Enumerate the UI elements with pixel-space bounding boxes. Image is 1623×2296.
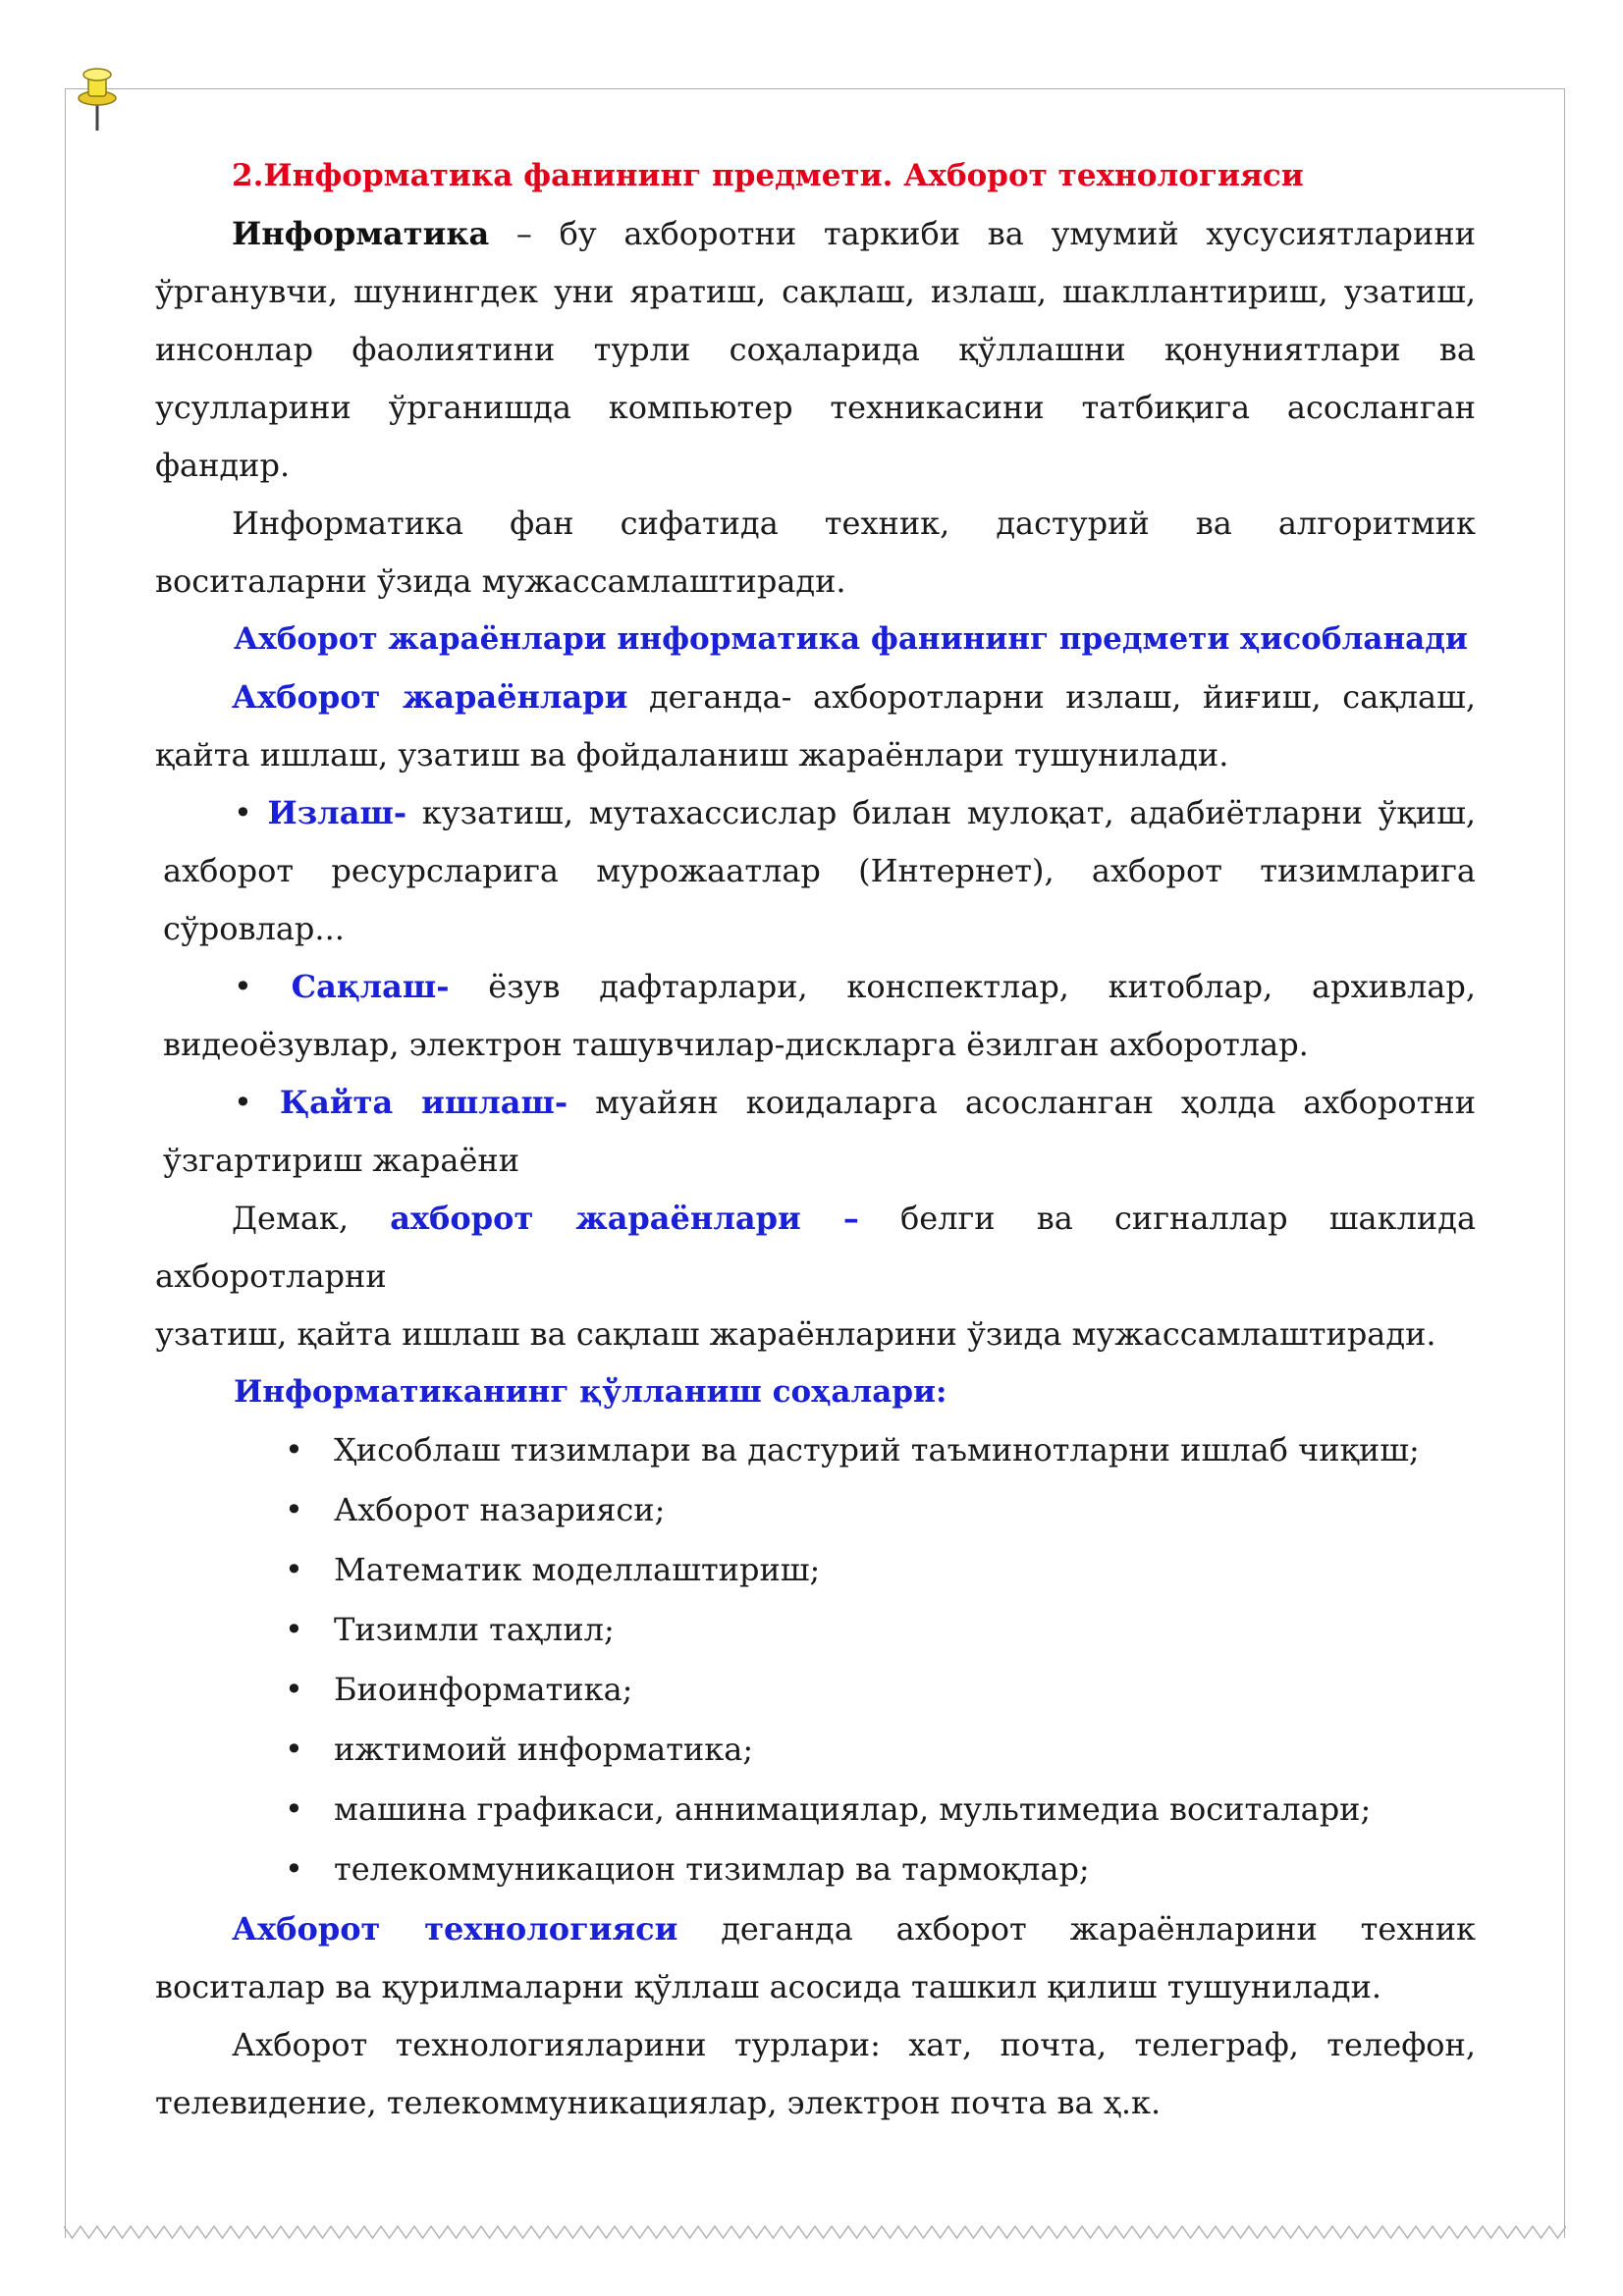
- paragraph-information-processes: [155, 668, 1476, 784]
- paragraph-technology-types: [155, 2016, 1476, 2132]
- list-item-text: Тизимли таҳлил;: [334, 1611, 615, 1648]
- text-line: муайян коидаларга асосланган ҳолда ахборотни: [595, 1084, 1477, 1121]
- text-line: воситалар ва қурилмаларни қўллаш асосида ташкил қилиш тушунилади.: [155, 1968, 1382, 2005]
- document-body: [155, 147, 1476, 2132]
- paragraph-informatics-definition: [155, 205, 1476, 495]
- text-line: кузатиш, мутахассислар билан мулоқат, адабиётларни ўқиш,: [421, 794, 1476, 831]
- bullet-storage: [155, 958, 1476, 1074]
- bullet-mark: •: [234, 968, 252, 1005]
- list-item-text: Математик моделлаштириш;: [334, 1551, 821, 1588]
- application-areas-list: [155, 1421, 1476, 1900]
- text-line: деганда- ахборотларни излаш, йиғиш, сақлаш,: [648, 678, 1477, 716]
- text-line: видеоёзувлар, электрон ташувчилар-дискларга ёзилган ахборотлар.: [163, 1026, 1309, 1063]
- text-line: Информатика фан сифатида техник, дастурий ва алгоритмик: [232, 505, 1476, 542]
- term-information-technology: Ахборот технологияси: [232, 1910, 678, 1948]
- text-line: ахборот ресурсларига мурожаатлар (Интернет), ахборот тизимларига: [163, 852, 1476, 889]
- term-storage: Сақлаш-: [291, 968, 450, 1005]
- bullet-mark: •: [285, 1671, 303, 1708]
- list-item: [285, 1541, 1476, 1601]
- term-information-processes: Ахборот жараёнлари: [232, 678, 628, 716]
- bullet-mark: •: [234, 794, 252, 831]
- bullet-mark: •: [285, 1790, 303, 1828]
- heading-information-processes: Ахборот жараёнлари информатика фанининг предмети ҳисобланади: [234, 621, 1468, 657]
- list-item: [285, 1721, 1476, 1781]
- list-item: [285, 1661, 1476, 1721]
- bullet-mark: •: [285, 1491, 303, 1528]
- bullet-mark: •: [234, 1084, 252, 1121]
- text-line: – бу ахборотни таркиби ва умумий хусусиятларини: [515, 215, 1477, 252]
- text-line: узатиш, қайта ишлаш ва сақлаш жараёнларини ўзида мужассамлаштиради.: [155, 1315, 1436, 1353]
- list-item: [285, 1781, 1476, 1841]
- term-informatics: Информатика: [232, 215, 490, 252]
- list-item-text: телекоммуникацион тизимлар ва тармоқлар;: [334, 1850, 1090, 1888]
- bullet-mark: •: [285, 1611, 303, 1648]
- text-line: Ахборот технологияларини турлари: хат, почта, телеграф, телефон,: [232, 2026, 1476, 2063]
- paragraph-informatics-science: [155, 495, 1476, 611]
- list-item: [285, 1481, 1476, 1541]
- text-line: фандир.: [155, 447, 291, 484]
- text-line: усулларини ўрганишда компьютер техникасини татбиқига асосланган: [155, 389, 1476, 426]
- bullet-mark: •: [285, 1431, 303, 1468]
- bullet-processing: [155, 1074, 1476, 1190]
- list-item-text: Биоинформатика;: [334, 1671, 633, 1708]
- paragraph-conclusion: [155, 1190, 1476, 1363]
- bullet-mark: •: [285, 1551, 303, 1588]
- list-item-text: Ахборот назарияси;: [334, 1491, 666, 1528]
- text-line: деганда ахборот жараёнларини техник: [721, 1910, 1477, 1948]
- text-line: воситаларни ўзида мужассамлаштиради.: [155, 562, 846, 600]
- term-processing: Қайта ишлаш-: [279, 1084, 568, 1121]
- bullet-mark: •: [285, 1850, 303, 1888]
- term-information-processes-2: ахборот жараёнлари –: [390, 1200, 859, 1237]
- text-line: ёзув дафтарлари, конспектлар, китоблар, архивлар,: [488, 968, 1477, 1005]
- list-item: [285, 1601, 1476, 1661]
- text-line: инсонлар фаолиятини турли соҳаларида қўллашни қонуниятлари ва: [155, 331, 1476, 368]
- term-search: Излаш-: [267, 794, 407, 831]
- list-item: [285, 1421, 1476, 1481]
- text-line: ўзгартириш жараёни: [163, 1142, 520, 1179]
- paragraph-information-technology: [155, 1900, 1476, 2016]
- list-item-text: машина графикаси, аннимациялар, мультимедиа воситалари;: [334, 1790, 1372, 1828]
- list-item-text: Ҳисоблаш тизимлари ва дастурий таъминотларни ишлаб чиқиш;: [334, 1431, 1420, 1468]
- list-item: [285, 1841, 1476, 1900]
- text-line: қайта ишлаш, узатиш ва фойдаланиш жараёнлари тушунилади.: [155, 736, 1229, 774]
- page-title: 2.Информатика фанининг предмети. Ахборот технологияси: [232, 158, 1304, 193]
- text-line: телевидение, телекоммуникациялар, электрон почта ва ҳ.к.: [155, 2084, 1162, 2121]
- lead-word: Демак,: [232, 1200, 350, 1237]
- text-line: сўровлар...: [163, 910, 345, 947]
- torn-edge-zigzag: [64, 2220, 1566, 2244]
- pushpin-icon: [69, 59, 118, 137]
- bullet-mark: •: [285, 1731, 303, 1768]
- text-line: белги ва сигналлар шаклида ахборотларни: [155, 1200, 1477, 1295]
- list-item-text: ижтимоий информатика;: [334, 1731, 754, 1768]
- text-line: ўрганувчи, шунингдек уни яратиш, сақлаш, излаш, шакллантириш, узатиш,: [155, 273, 1476, 310]
- bullet-search: [155, 784, 1476, 958]
- heading-application-areas: Информатиканинг қўлланиш соҳалари:: [234, 1374, 947, 1410]
